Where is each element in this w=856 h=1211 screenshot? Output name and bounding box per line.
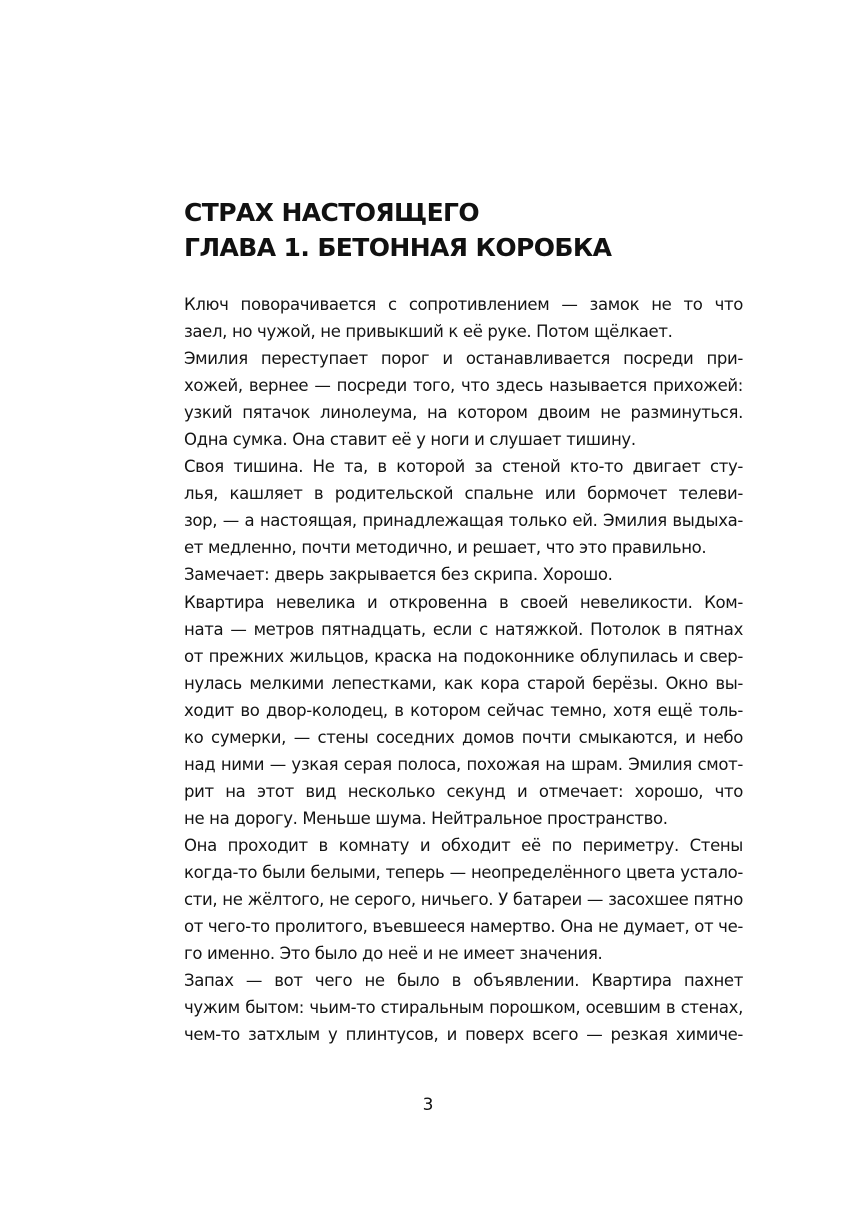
text-line: чужим бытом: чьим-то стиральным порошком, осевшим в стенах, (184, 998, 743, 1018)
text-line: сти, не жёлтого, не серого, ничьего. У батареи — засохшее пятно (184, 890, 743, 910)
text-line: хожей, вернее — посреди того, что здесь называется прихожей: (184, 376, 743, 396)
text-line: ната — метров пятнадцать, если с натяжкой. Потолок в пятнах (184, 619, 743, 639)
text-line: над ними — узкая серая полоса, похожая на шрам. Эмилия смот- (184, 754, 743, 774)
text-line: от прежних жильцов, краска на подоконнике облупилась и свер- (184, 646, 743, 666)
text-line: Ключ поворачивается с сопротивлением — замок не то что (184, 295, 743, 314)
text-line: не на дорогу. Меньше шума. Нейтральное пространство. (184, 808, 668, 828)
text-line: зор, — а настоящая, принадлежащая только ей. Эмилия выдыха- (184, 511, 743, 531)
text-line: ко сумерки, — стены соседних домов почти смыкаются, и небо (184, 727, 743, 747)
text-line: чем-то затхлым у плинтусов, и поверх всего — резкая химиче- (184, 1025, 743, 1045)
text-line: Квартира невелика и откровенна в своей невеликости. Ком- (184, 592, 743, 612)
text-line: Своя тишина. Не та, в которой за стеной кто-то двигает сту- (184, 457, 743, 477)
text-line: заел, но чужой, не привыкший к её руке. Потом щёлкает. (184, 322, 673, 342)
text-line: нулась мелкими лепестками, как кора старой берёзы. Окно вы- (184, 673, 743, 693)
text-line: ходит во двор-колодец, в котором сейчас темно, хотя ещё толь- (184, 700, 743, 720)
chapter-heading (184, 195, 611, 265)
text-line: когда-то были белыми, теперь — неопределённого цвета устало- (184, 862, 743, 882)
text-line: Одна сумка. Она ставит её у ноги и слушает тишину. (184, 430, 636, 450)
text-line: узкий пятачок линолеума, на котором двоим не разминуться. (184, 403, 743, 423)
text-line: Эмилия переступает порог и останавливается посреди при- (184, 349, 743, 369)
text-line: рит на этот вид несколько секунд и отмечает: хорошо, что (184, 781, 743, 801)
text-line: го именно. Это было до неё и не имеет значения. (184, 944, 603, 964)
chapter-title: ГЛАВА 1. БЕТОННАЯ КОРОБКА (184, 233, 612, 262)
text-line: лья, кашляет в родительской спальне или бормочет телеви- (184, 484, 743, 504)
book-title: СТРАХ НАСТОЯЩЕГО (184, 198, 480, 227)
chapter-body-text (184, 291, 743, 1048)
text-line: Запах — вот чего не было в объявлении. Квартира пахнет (184, 971, 743, 991)
text-line: Замечает: дверь закрывается без скрипа. Хорошо. (184, 565, 613, 585)
text-line: Она проходит в комнату и обходит её по периметру. Стены (184, 835, 743, 855)
page-number: 3 (422, 1095, 434, 1115)
text-line: ет медленно, почти методично, и решает, что это правильно. (184, 538, 707, 558)
text-line: от чего-то пролитого, въевшееся намертво. Она не думает, от че- (184, 917, 743, 937)
